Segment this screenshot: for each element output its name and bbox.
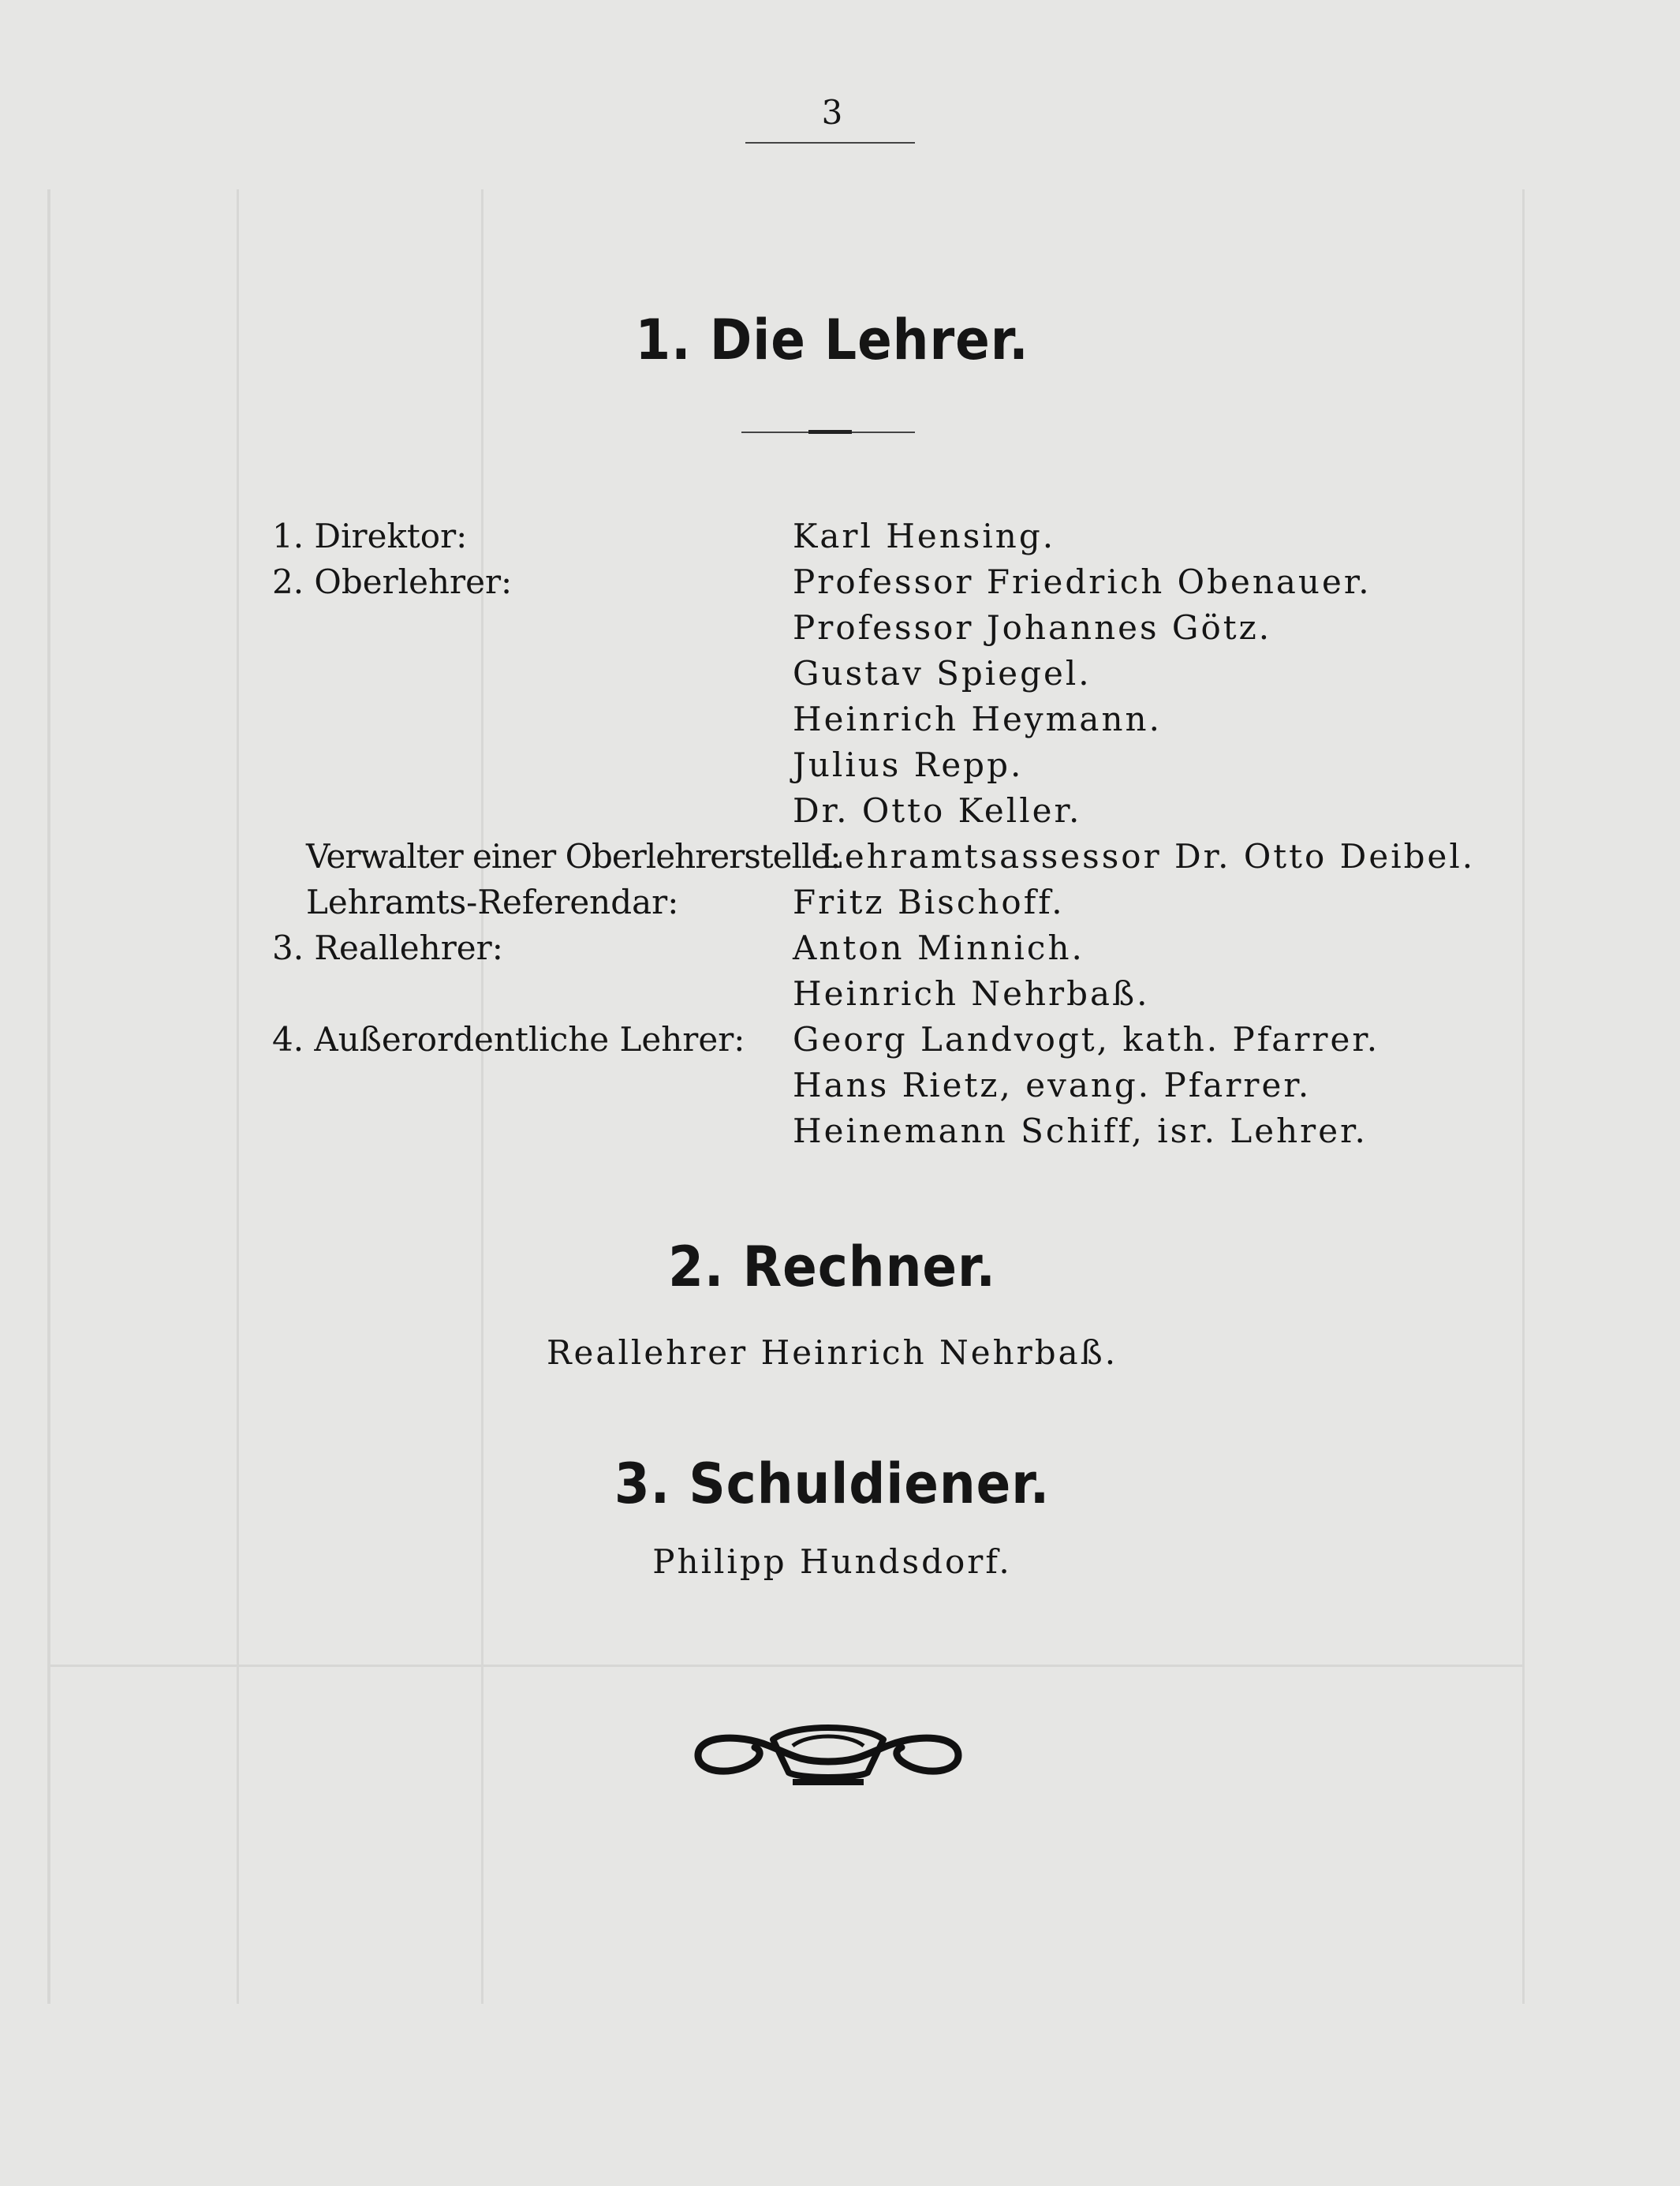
person-name: Fritz Bischoff. (793, 883, 1065, 921)
section-heading-treasurer: 2. Rechner. (668, 1235, 996, 1299)
person-name: Georg Landvogt, kath. Pfarrer. (793, 1020, 1380, 1059)
list-item (0, 654, 1680, 701)
janitor-name: Philipp Hundsdorf. (652, 1542, 1012, 1581)
person-name: Julius Repp. (793, 745, 1024, 784)
list-item (0, 700, 1680, 747)
person-name: Professor Friedrich Obenauer. (793, 562, 1372, 601)
person-name: Professor Johannes Götz. (793, 608, 1272, 647)
role-label: Lehramts-Referendar: (306, 883, 679, 921)
person-name: Gustav Spiegel. (793, 654, 1092, 693)
section-heading-teachers: 1. Die Lehrer. (635, 308, 1029, 372)
list-item (0, 791, 1680, 839)
bleed-through-line (47, 1665, 1522, 1667)
role-label: Verwalter einer Oberlehrerstelle: (306, 837, 841, 876)
person-name: Dr. Otto Keller. (793, 791, 1082, 830)
person-name: Karl Hensing. (793, 517, 1056, 555)
scroll-flourish-icon (682, 1716, 974, 1795)
person-name: Heinrich Heymann. (793, 700, 1162, 738)
person-name: Heinrich Nehrbaß. (793, 974, 1150, 1013)
treasurer-name: Reallehrer Heinrich Nehrbaß. (546, 1333, 1118, 1372)
person-name: Anton Minnich. (793, 929, 1085, 967)
list-item (0, 1020, 1680, 1067)
person-name: Hans Rietz, evang. Pfarrer. (793, 1066, 1312, 1104)
list-item (0, 562, 1680, 610)
person-name: Lehramtsassessor Dr. Otto Deibel. (820, 837, 1476, 876)
heading-rule-accent (808, 430, 852, 434)
role-label: 3. Reallehrer: (272, 929, 503, 967)
role-label: 4. Außerordentliche Lehrer: (272, 1020, 745, 1059)
section-heading-janitor: 3. Schuldiener. (614, 1452, 1051, 1516)
list-item (0, 1066, 1680, 1113)
page-number: 3 (821, 93, 843, 132)
list-item (0, 837, 1680, 884)
list-item (0, 1112, 1680, 1159)
list-item (0, 883, 1680, 930)
list-item (0, 517, 1680, 564)
list-item (0, 608, 1680, 656)
list-item (0, 974, 1680, 1022)
list-item (0, 745, 1680, 793)
role-label: 1. Direktor: (272, 517, 468, 555)
page-number-rule (745, 142, 915, 144)
person-name: Heinemann Schiff, isr. Lehrer. (793, 1112, 1368, 1150)
role-label: 2. Oberlehrer: (272, 562, 513, 601)
list-item (0, 929, 1680, 976)
